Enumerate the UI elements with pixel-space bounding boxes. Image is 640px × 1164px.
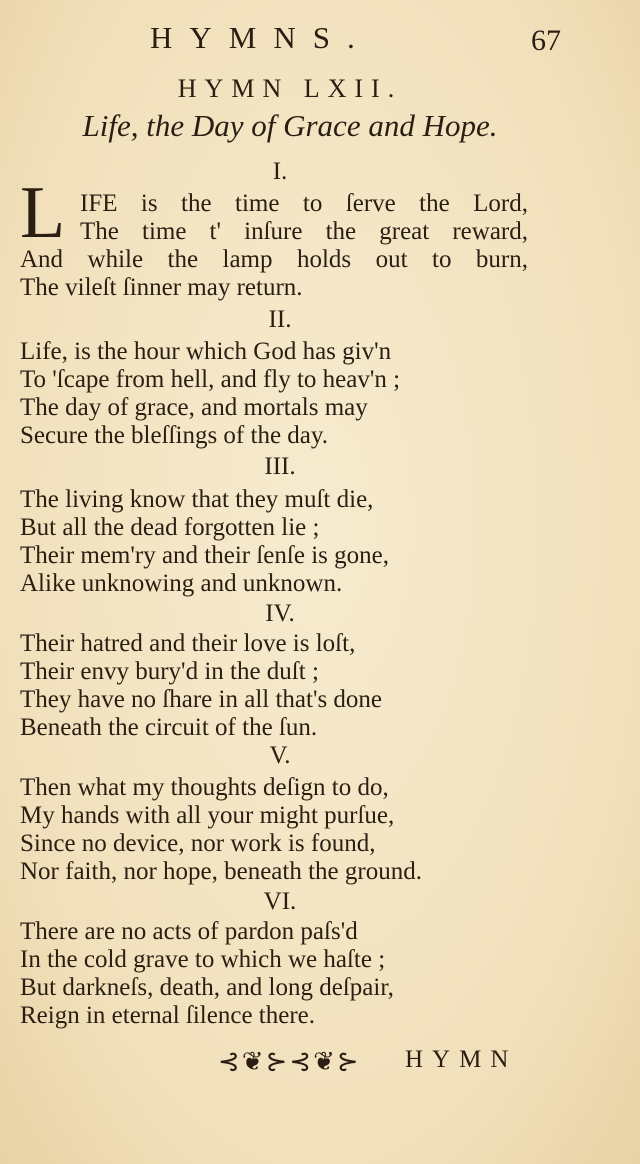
stanza-numeral-2: II. (268, 306, 292, 333)
verse-line: Their mem'ry and their ſenſe is gone, (20, 542, 389, 569)
verse-line: Their envy bury'd in the duſt ; (20, 658, 319, 685)
drop-cap: L (20, 172, 66, 254)
verse-line: Their hatred and their love is loſt, (20, 630, 356, 657)
verse-line: My hands with all your might purſue, (20, 802, 395, 829)
verse-line: Secure the bleſſings of the day. (20, 422, 329, 449)
catchword: HYMN (405, 1046, 518, 1073)
verse-line: Reign in eternal ſilence there. (20, 1002, 316, 1029)
verse-line: Since no device, nor work is found, (20, 830, 376, 857)
verse-line: Beneath the circuit of the ſun. (20, 714, 318, 741)
hymn-title: Life, the Day of Grace and Hope. (82, 108, 498, 143)
verse-line: To 'ſcape from hell, and fly to heav'n ; (20, 366, 401, 393)
stanza-numeral-4: IV. (265, 600, 295, 627)
verse-line: Life, is the hour which God has giv'n (20, 338, 392, 365)
verse-line: The day of grace, and mortals may (20, 394, 368, 421)
page-number: 67 (531, 24, 561, 57)
stanza-numeral-5: V. (269, 742, 291, 769)
verse-line: Alike unknowing and unknown. (20, 570, 343, 597)
verse-line: The living know that they muſt die, (20, 486, 374, 513)
ornament-icon: ⊰❦⊱⊰❦⊱ (218, 1047, 361, 1076)
verse-line: But all the dead forgotten lie ; (20, 514, 320, 541)
verse-line: They have no ſhare in all that's done (20, 686, 383, 713)
verse-line: Then what my thoughts deſign to do, (20, 774, 389, 801)
verse-line: Nor faith, nor hope, beneath the ground. (20, 858, 422, 885)
verse-line: And while the lamp holds out to burn, (20, 246, 528, 273)
verse-line: In the cold grave to which we haſte ; (20, 946, 386, 973)
hymn-number: HYMN LXII. (177, 74, 403, 103)
stanza-numeral-1: I. (272, 158, 288, 185)
verse-line: The vileſt ſinner may return. (20, 274, 303, 301)
verse-line: There are no acts of pardon paſs'd (20, 918, 358, 945)
running-title: HYMNS. (150, 20, 372, 55)
running-head (0, 20, 640, 60)
stanza-numeral-6: VI. (263, 888, 297, 915)
verse-line: IFE is the time to ſerve the Lord, (80, 190, 528, 217)
verse-line: But darkneſs, death, and long deſpair, (20, 974, 394, 1001)
verse-line: The time t' inſure the great reward, (80, 218, 528, 245)
stanza-numeral-3: III. (264, 453, 296, 480)
